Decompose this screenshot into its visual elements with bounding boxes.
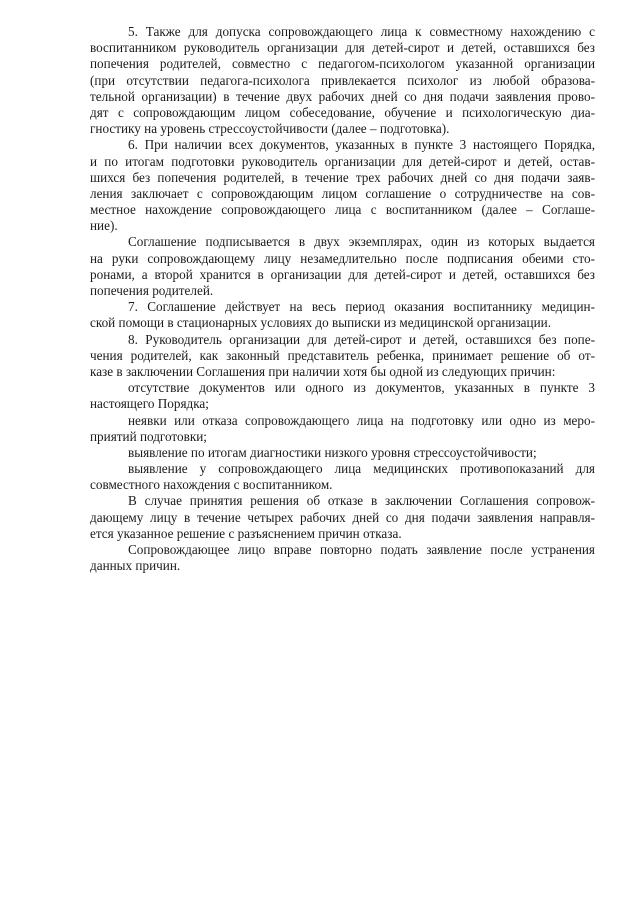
text-line: дят с сопровождающим лицом собеседование, обучение и психологическую диа- xyxy=(90,104,595,120)
text-line: попечения родителей, совместно с педагогом-психологом указанной организации xyxy=(90,56,595,72)
paragraph-p6b xyxy=(90,234,595,299)
text-line: неявки или отказа сопровождающего лица на подготовку или одно из меро- xyxy=(128,412,595,428)
text-line: (при отсутствии педагога-психолога привлекается психолог из любой образова- xyxy=(90,72,595,88)
text-line: гностику на уровень стрессоустойчивости (далее – подготовка). xyxy=(90,121,450,137)
text-line: ется указанное решение с разъяснением причин отказа. xyxy=(90,525,402,541)
text-line: казе в заключении Соглашения при наличии хотя бы одной из следующих причин: xyxy=(90,363,556,379)
paragraph-p8b xyxy=(90,413,595,445)
paragraph-p8a xyxy=(90,380,595,412)
text-line: Сопровождающее лицо вправе повторно подать заявление после устранения xyxy=(128,542,595,557)
paragraph-p8e xyxy=(90,493,595,542)
text-line: ние). xyxy=(90,218,118,234)
paragraph-p8d xyxy=(90,461,595,493)
text-line: 7. Соглашение действует на весь период оказания воспитаннику медицин- xyxy=(128,299,595,315)
paragraph-p6 xyxy=(90,137,595,234)
text-line: воспитанником руководитель организации для детей-сирот и детей, оставшихся без xyxy=(90,40,595,56)
document-body xyxy=(90,24,595,574)
paragraph-p7 xyxy=(90,299,595,331)
text-line: данных причин. xyxy=(90,558,181,574)
text-line: 8. Руководитель организации для детей-сирот и детей, оставшихся без попе- xyxy=(128,331,595,347)
text-line: ления заключает с сопровождающим лицом соглашение о сотрудничестве на сов- xyxy=(90,185,595,201)
text-line: настоящего Порядка; xyxy=(90,396,209,412)
text-line: чения родителей, как законный представитель ребенка, принимает решение об от- xyxy=(90,347,595,363)
text-line: приятий подготовки; xyxy=(90,428,207,444)
text-line: ской помощи в стационарных условиях до выписки из медицинской организации. xyxy=(90,315,552,331)
text-line: ронами, а второй хранится в организации для детей-сирот и детей, оставшихся без xyxy=(90,266,595,282)
text-line: 5. Также для допуска сопровождающего лица к совместному нахождению с xyxy=(128,24,595,39)
paragraph-p8 xyxy=(90,332,595,381)
text-line: Соглашение подписывается в двух экземплярах, один из которых выдается xyxy=(128,234,595,250)
text-line: и по итогам подготовки руководитель организации для детей-сирот и детей, остав- xyxy=(90,153,595,169)
text-line: тельной организации) в течение двух рабочих дней со дня подачи заявления прово- xyxy=(90,88,595,104)
text-line: дающему лицу в течение четырех рабочих дней со дня подачи заявления направля- xyxy=(90,509,595,525)
text-line: В случае принятия решения об отказе в заключении Соглашения сопровож- xyxy=(128,493,595,509)
text-line: совместного нахождения с воспитанником. xyxy=(90,477,333,493)
text-line: 6. При наличии всех документов, указанных в пункте 3 настоящего Порядка, xyxy=(128,137,595,153)
text-line: шихся без попечения родителей, в течение трех рабочих дней со дня подачи заяв- xyxy=(90,169,595,185)
text-line: отсутствие документов или одного из документов, указанных в пункте 3 xyxy=(128,380,595,396)
text-line: выявление по итогам диагностики низкого уровня стрессоустойчивости; xyxy=(128,444,537,460)
paragraph-p8f xyxy=(90,542,595,574)
text-line: на руки сопровождающему лицу незамедлительно после подписания обеими сто- xyxy=(90,250,595,266)
text-line: выявление у сопровождающего лица медицинских противопоказаний для xyxy=(128,461,595,477)
paragraph-p8c xyxy=(90,445,595,461)
text-line: местное нахождение сопровождающего лица с воспитанником (далее – Соглаше- xyxy=(90,202,595,218)
paragraph-p5 xyxy=(90,24,595,137)
text-line: попечения родителей. xyxy=(90,283,214,298)
